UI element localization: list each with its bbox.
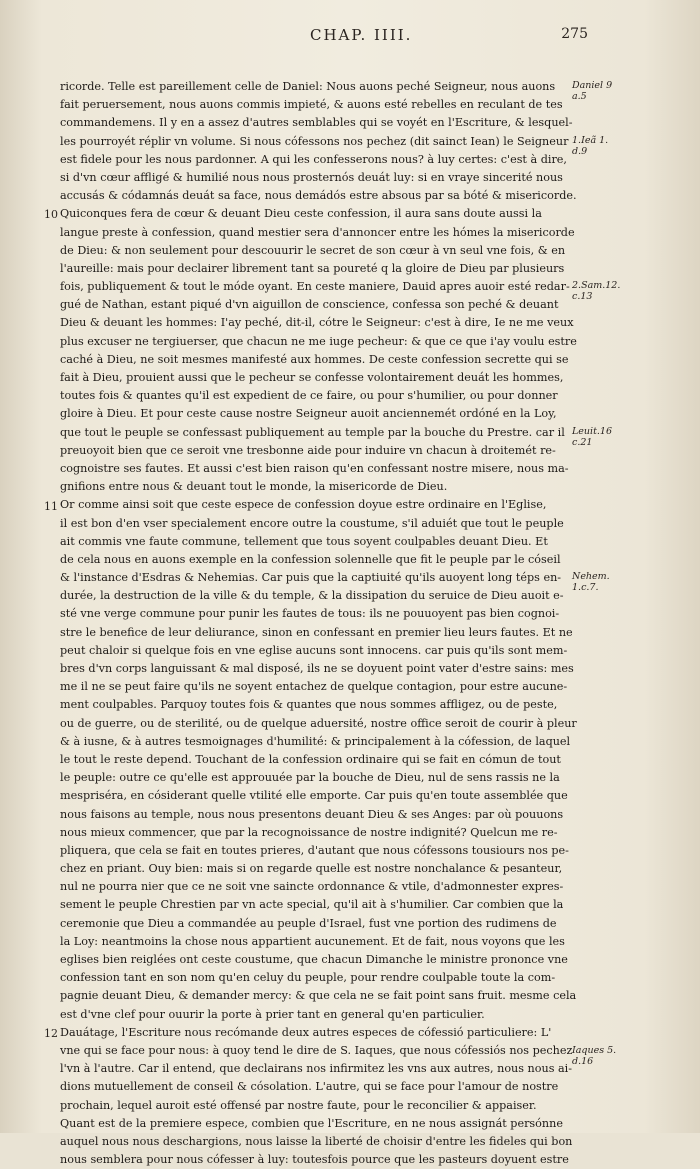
text-line: nous mieux commencer, que par la recognoissance de nostre indignité? Quelcun me re-	[60, 825, 558, 839]
margin-reference-text: Iaques 5.	[572, 1044, 617, 1056]
text-line: & à iusne, & à autres tesmoignages d'humilité: & principalement à la cófession, de laquel	[60, 734, 571, 748]
text-line: vne qui se face pour nous: à quoy tend le dire de S. Iaques, que nous cófessiós nos pechez	[60, 1043, 573, 1057]
text-line: nul ne pourra nier que ce ne soit vne saincte ordonnance & vtile, d'admonnester expres-	[60, 880, 564, 894]
text-line: Dauátage, l'Escriture nous recómande deux autres especes de cófessió particuliere: L'	[60, 1025, 552, 1039]
text-line: Or comme ainsi soit que ceste espece de confession doyue estre ordinaire en l'Eglise,	[60, 498, 547, 512]
margin-reference	[572, 80, 692, 102]
text-line: le peuple: outre ce qu'elle est approuuée par la bouche de Dieu, nul de sens rassis ne la	[60, 771, 560, 785]
text-line: fois, publiquement & tout le móde oyant. En ceste maniere, Dauid apres auoir esté redar-	[60, 280, 570, 294]
text-line: gnifions entre nous & deuant tout le monde, la misericorde de Dieu.	[60, 480, 448, 494]
margin-reference-text: c.13	[572, 291, 593, 303]
margin-reference-text: Daniel 9	[572, 80, 613, 91]
text-line: ou de guerre, ou de sterilité, ou de quelque aduersité, nostre office seroit de courir à pleur	[60, 716, 577, 730]
paragraph-number: 12	[44, 1027, 58, 1041]
text-line: eglises bien reiglées ont ceste coustume, que chacun Dimanche le ministre prononce vne	[60, 953, 568, 966]
text-line: gué de Nathan, estant piqué d'vn aiguillon de conscience, confessa son peché & deuant	[60, 298, 559, 312]
margin-reference-text: Nehem.	[572, 571, 610, 583]
text-line: sté vne verge commune pour punir les fautes de tous: ils ne pouuoyent pas bien cognoi-	[60, 607, 560, 621]
text-line: Dieu & deuant les hommes: I'ay peché, dit-il, cótre le Seigneur: c'est à dire, Ie ne me veux	[60, 316, 574, 330]
text-line: il est bon d'en vser specialement encore outre la coustume, s'il aduiét que tout le peuple	[60, 516, 564, 530]
text-line: Quant est de la premiere espece, combien que l'Escriture, en ne nous assignát persónne	[60, 1116, 563, 1130]
text-line: gloire à Dieu. Et pour ceste cause nostre Seigneur auoit anciennemét ordóné en la Loy,	[60, 407, 557, 421]
page-number: 275	[561, 26, 588, 42]
text-line: fait peruersement, nous auons commis impieté, & auons esté rebelles en reculant de tes	[60, 98, 563, 112]
margin-reference-text: 1.c.7.	[572, 582, 599, 594]
text-line: l'vn à l'autre. Car il entend, que declairans nos infirmitez les vns aux autres, nous nous ai-	[60, 1062, 573, 1076]
text-line: ait commis vne faute commune, tellement que tous soyent coulpables deuant Dieu. Et	[60, 534, 548, 548]
text-line: auquel nous nous deschargions, nous laisse la liberté de choisir d'entre les fideles qui bon	[60, 1134, 573, 1148]
running-title: CHAP. IIII.	[310, 26, 413, 44]
margin-reference-text: a.5	[572, 91, 587, 102]
text-line: chez en priant. Ouy bien: mais si on regarde quelle est nostre nonchalance & pesanteur,	[60, 862, 563, 876]
text-line: commandemens. Il y en a assez d'autres semblables qui se voyét en l'Escriture, & lesquel-	[60, 116, 573, 130]
text-line: est fidele pour les nous pardonner. A qui les confesserons nous? à luy certes: c'est à dire,	[60, 152, 567, 166]
text-line: accusás & códamnás deuát sa face, nous demádós estre absous par sa bóté & misericorde.	[60, 189, 577, 203]
text-line: sement le peuple Chrestien par vn acte special, qu'il ait à s'humilier. Car combien que la	[60, 898, 564, 912]
text-line: l'aureille: mais pour declairer librement tant sa poureté q la gloire de Dieu par plusieurs	[60, 261, 565, 275]
margin-reference-text: d.9	[572, 145, 588, 157]
text-line: nous faisons au temple, nous nous presentons deuant Dieu & ses Anges: par où pouuons	[60, 807, 564, 821]
margin-reference-text: c.21	[572, 436, 593, 448]
margin-reference	[572, 571, 692, 593]
text-line: prochain, lequel auroit esté offensé par nostre faute, pour le reconcilier & appaiser.	[60, 1098, 537, 1112]
margin-reference	[572, 426, 692, 448]
text-line: fait à Dieu, prouient aussi que le pecheur se confesse volontairement deuát les hommes,	[60, 371, 564, 384]
text-line: ment coulpables. Parquoy toutes fois & quantes que nous sommes affligez, ou de peste,	[60, 698, 558, 712]
text-line: mespriséra, en cósiderant quelle vtilité elle emporte. Car puis qu'en toute assemblée que	[60, 789, 568, 803]
text-line: pagnie deuant Dieu, & demander mercy: & que cela ne se fait point sans fruit. mesme cela	[60, 989, 577, 1003]
body-text	[44, 78, 577, 1169]
text-line: est d'vne clef pour ouurir la porte à prier tant en general qu'en particulier.	[60, 1007, 485, 1021]
margin-reference	[572, 280, 692, 302]
text-line: de cela nous en auons exemple en la confession solennelle que fit le peuple par le cóseil	[60, 552, 561, 566]
text-line: langue preste à confession, quand mestier sera d'annoncer entre les hómes la misericorde	[60, 225, 575, 239]
text-line: & l'instance d'Esdras & Nehemias. Car puis que la captiuité qu'ils auoyent long téps en-	[60, 571, 562, 585]
text-line: bres d'vn corps languissant & mal disposé, ils ne se doyuent point vater d'estre sains: mes	[60, 662, 574, 675]
margin-reference-text: d.16	[572, 1055, 594, 1067]
text-line: nous semblera pour nous cófesser à luy: toutesfois pource que les pasteurs doyuent estre	[60, 1153, 569, 1167]
text-line: le tout le reste depend. Touchant de la confession ordinaire qui se fait en cómun de tout	[60, 752, 561, 766]
page-header	[60, 26, 588, 46]
text-line: pliquera, que cela se fait en toutes prieres, d'autant que nous cófessons tousiours nos pe-	[60, 843, 569, 857]
text-line: dions mutuellement de conseil & cósolation. L'autre, qui se face pour l'amour de nostre	[60, 1080, 559, 1094]
margin-reference	[572, 135, 692, 157]
text-line: si d'vn cœur affligé & humilié nous nous prosternós deuát luy: si en vraye sincerité nous	[60, 170, 563, 184]
text-line: cognoistre ses fautes. Et aussi c'est bien raison qu'en confessant nostre misere, nous ma-	[60, 461, 569, 475]
text-line: caché à Dieu, ne soit mesmes manifesté aux hommes. De ceste confession secrette qui se	[60, 352, 569, 366]
text-line: que tout le peuple se confessast publiquement au temple par la bouche du Prestre. car il	[60, 425, 565, 439]
margin-reference-text: Leuit.16	[572, 425, 613, 437]
text-line: plus excuser ne tergiuerser, que chacun ne me iuge pecheur: & que ce que i'ay voulu estre	[60, 334, 577, 348]
text-line: la Loy: neantmoins la chose nous appartient aucunement. Et de fait, nous voyons que les	[60, 934, 565, 948]
text-line: les pourroyét réplir vn volume. Si nous cófessons nos pechez (dit sainct Iean) le Seigneur	[60, 134, 569, 148]
margin-reference	[572, 1045, 692, 1067]
text-line: confession tant en son nom qu'en celuy du peuple, pour rendre coulpable toute la com-	[60, 971, 556, 985]
text-line: me il ne se peut faire qu'ils ne soyent entachez de quelque contagion, pour estre aucune-	[60, 680, 568, 694]
text-line: durée, la destruction de la ville & du temple, & la dissipation du seruice de Dieu auoit e-	[60, 589, 564, 603]
paragraph-number: 11	[44, 499, 58, 513]
text-line: toutes fois & quantes qu'il est expedient de ce faire, ou pour s'humilier, ou pour donner	[60, 389, 558, 403]
text-line: peut chaloir si quelque fois en vne eglise aucuns sont innocens. car puis qu'ils sont mem-	[60, 643, 568, 657]
text-line: ceremonie que Dieu a commandée au peuple d'Israel, fust vne portion des rudimens de	[60, 916, 557, 930]
margin-reference-text: 1.Ieã 1.	[572, 134, 609, 146]
text-line: de Dieu: & non seulement pour descouurir le secret de son cœur à vn seul vne fois, & en	[60, 243, 566, 257]
text-line: Quiconques fera de cœur & deuant Dieu ceste confession, il aura sans doute aussi la	[60, 207, 542, 221]
margin-reference-text: 2.Sam.12.	[572, 280, 621, 292]
text-line: stre le benefice de leur deliurance, sinon en confessant en premier lieu leurs fautes. Et ne	[60, 625, 573, 639]
paragraph-number: 10	[44, 208, 58, 222]
text-line: preuoyoit bien que ce seroit vne tresbonne aide pour induire vn chacun à droitemét re-	[60, 443, 556, 457]
text-line: ricorde. Telle est pareillement celle de Daniel: Nous auons peché Seigneur, nous auons	[60, 80, 556, 93]
